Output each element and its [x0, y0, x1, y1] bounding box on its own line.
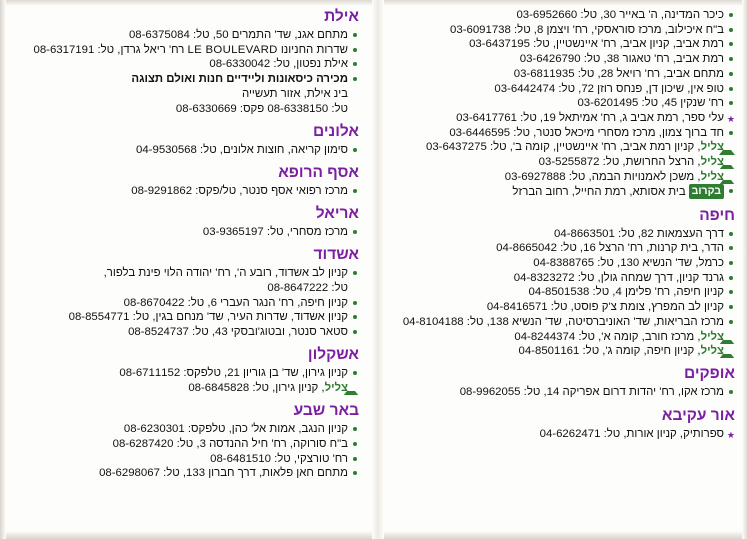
- branch-list: [391, 385, 735, 399]
- branch-entry: מרכז רפואי אסף סנטר, טל/פקס: 08-9291862: [15, 184, 359, 198]
- branch-entry: מתחם אגנ, שד' התמרים 50, טל: 08-6375084: [15, 28, 359, 42]
- city-heading: אריאל: [315, 205, 359, 223]
- branch-entry: ★ עלי ספר, רמת אביב ג, רח' אמיתאל 19, טל: 03-6417761: [391, 111, 735, 125]
- city-heading: אלונים: [312, 122, 359, 140]
- branch-entry: בינ אילת, אזור תעשייה: [241, 87, 348, 100]
- branch-entry: צליל, קניון רמת אביב, רח' איינשטיין, קומה ב', טל: 03-6437275: [391, 140, 735, 154]
- left-column: [11, 8, 369, 533]
- coming-soon-badge: בקרוב: [689, 184, 724, 198]
- branch-entry: רח' שנקין 45, טל: 03-6201495: [391, 96, 735, 110]
- city-section: [391, 365, 735, 399]
- branch-list: [391, 227, 735, 359]
- branch-list: [15, 143, 359, 157]
- branch-entry: צליל, הרצל החרושת, טל: 03-5255872: [391, 155, 735, 169]
- branch-entry: קניון חיפה, רח' פלימן 4, טל: 04-8501538: [391, 285, 735, 299]
- brand-name: צליל: [700, 170, 724, 183]
- branch-entry: טל: 08-8647222: [267, 282, 348, 295]
- directory-columns: [8, 8, 739, 533]
- city-section: [391, 207, 735, 359]
- branch-entry: ★ ספרותיק, קניון אורות, טל: 04-6262471: [391, 427, 735, 441]
- branch-entry: גרנד קניון, דרך שמחה גולן, טל: 04-8323272: [391, 271, 735, 285]
- branch-entry: קניון לב המפרץ, צומת צ'ק פוסט, טל: 04-8416571: [391, 300, 735, 314]
- city-heading: אילת: [324, 8, 359, 25]
- city-section: [15, 8, 359, 116]
- city-heading: אור עקיבא: [661, 406, 735, 424]
- branch-list: [15, 184, 359, 198]
- branch-list: [15, 28, 359, 116]
- branch-entry: קניון הנגב, אמות אל' כהן, טלפקס: 08-6230301: [15, 422, 359, 436]
- branch-entry: מרכז הבריאות, שד' האוניברסיטה, שד' הנשיא 138, טל: 04-8104188: [391, 315, 735, 329]
- city-section: [15, 346, 359, 395]
- right-column: [381, 8, 739, 533]
- city-section: [15, 205, 359, 239]
- branch-entry: צליל, קניון גירון, טל: 08-6845828: [15, 381, 359, 395]
- branch-entry: שדרות החניונו LE BOULEVARD רח' ריאל גרדן, טל: 08-6317191: [15, 43, 359, 57]
- branch-list: [15, 266, 359, 339]
- branch-entry: דרך העצמאות 82, טל: 04-8663501: [391, 227, 735, 241]
- branch-entry: אילת נפטון, טל: 08-6330042: [15, 57, 359, 71]
- page-edge-left: [0, 0, 6, 539]
- brand-name: צליל: [700, 141, 724, 154]
- branch-entry: טל: 08-6338150 פקס: 08-6330669: [175, 102, 348, 115]
- city-section: [15, 246, 359, 339]
- city-heading: חיפה: [699, 206, 735, 224]
- branch-entry: ב"ח סורוקה, רח' חיל ההנדסה 3, טל: 08-6287420: [15, 437, 359, 451]
- branch-entry: כיכר המדינה, ה' באייר 30, טל: 03-6952660: [391, 8, 735, 22]
- branch-entry: מרכז אקו, רח' יהדות דרום אפריקה 14, טל: 08-9962055: [391, 385, 735, 399]
- branch-entry: סימון קריאה, חוצות אלונים, טל: 04-9530568: [15, 143, 359, 157]
- branch-entry: קניון גירון, שד' בן גוריון 21, טלפקס: 08-6711152: [15, 366, 359, 380]
- branch-list: [15, 225, 359, 239]
- branch-entry: רמת אביב, רח' טאגור 38, טל: 03-6426790: [391, 52, 735, 66]
- branch-entry: כרמל, שד' הנשיא 130, טל: 04-8388765: [391, 256, 735, 270]
- branch-entry: צליל, קניון חיפה, קומה ג', טל: 04-8501161: [391, 344, 735, 358]
- page-edge-right: [742, 0, 747, 539]
- branch-entry: מרכז מסחרי, טל: 03-9365197: [15, 225, 359, 239]
- branch-entry: מכירה כיסאונות וליידיים חנות ואולם תצוגה: [15, 72, 359, 86]
- branch-entry: מתחם חאן פלאות, דרך חברון 133, טל: 08-6298067: [15, 466, 359, 480]
- branch-entry: קניון אשדוד, שדרות העיר, שד' מנחם בגין, טל: 08-8554771: [15, 310, 359, 324]
- city-section: [391, 407, 735, 441]
- branch-list: [15, 366, 359, 395]
- brand-name: צליל: [700, 156, 724, 169]
- branch-entry: ב"ח איכילוב, מרכז סוראסקי, רח' ויצמן 8, טל: 03-6091738: [391, 23, 735, 37]
- branch-entry: טופ אין, שיכון דן, פנחס רוזן 72, טל: 03-6442474: [391, 82, 735, 96]
- city-heading: אשקלון: [307, 346, 359, 364]
- city-heading: אסף הרופא: [278, 163, 359, 181]
- branch-list: [391, 427, 735, 441]
- brand-name: צליל: [700, 345, 724, 358]
- branch-entry: מתחם אביב, רח' רויאל 28, טל: 03-6811935: [391, 67, 735, 81]
- city-heading: אשדוד: [313, 246, 359, 264]
- branch-entry: קניון לב אשדוד, רובע ה', רח' יהודה הלוי פינת בלפור,: [15, 266, 359, 280]
- branch-entry: צליל, משכן לאמנויות הבמה, טל: 03-6927888: [391, 170, 735, 184]
- branch-entry: בקרובבית אסותא, רמת החייל, רחוב הברזל: [391, 184, 735, 199]
- branch-entry: צליל, מרכז חורב, קומה א', טל: 04-8244374: [391, 330, 735, 344]
- city-section: [15, 123, 359, 157]
- branch-entry: הדר, בית קרנות, רח' הרצל 16, טל: 04-8665042: [391, 241, 735, 255]
- branch-entry: רח' טורצקי, טל: 08-6481510: [15, 452, 359, 466]
- city-section: [391, 8, 735, 200]
- branch-entry: רמת אביב, קניון אביב, רח' איינשטיין, טל: 03-6437195: [391, 37, 735, 51]
- city-heading: באר שבע: [293, 402, 359, 420]
- branch-list: [15, 422, 359, 480]
- branch-entry: סטאר סנטר, ובטוג'ובסקי 43, טל: 08-8524737: [15, 325, 359, 339]
- branch-list: [391, 8, 735, 200]
- branch-entry: קניון חיפה, רח' הנגר העברי 6, טל: 08-8670422: [15, 296, 359, 310]
- brand-name: צליל: [700, 330, 724, 343]
- city-section: [15, 402, 359, 480]
- branch-entry: חד ברוך צמון, מרכז מסחרי מיכאל סנטר, טל: 03-6446595: [391, 126, 735, 140]
- city-heading: אופקים: [683, 365, 735, 383]
- store-brand-le-boulevard: LE BOULEVARD: [187, 43, 278, 56]
- brand-name: צליל: [324, 382, 348, 395]
- city-section: [15, 164, 359, 198]
